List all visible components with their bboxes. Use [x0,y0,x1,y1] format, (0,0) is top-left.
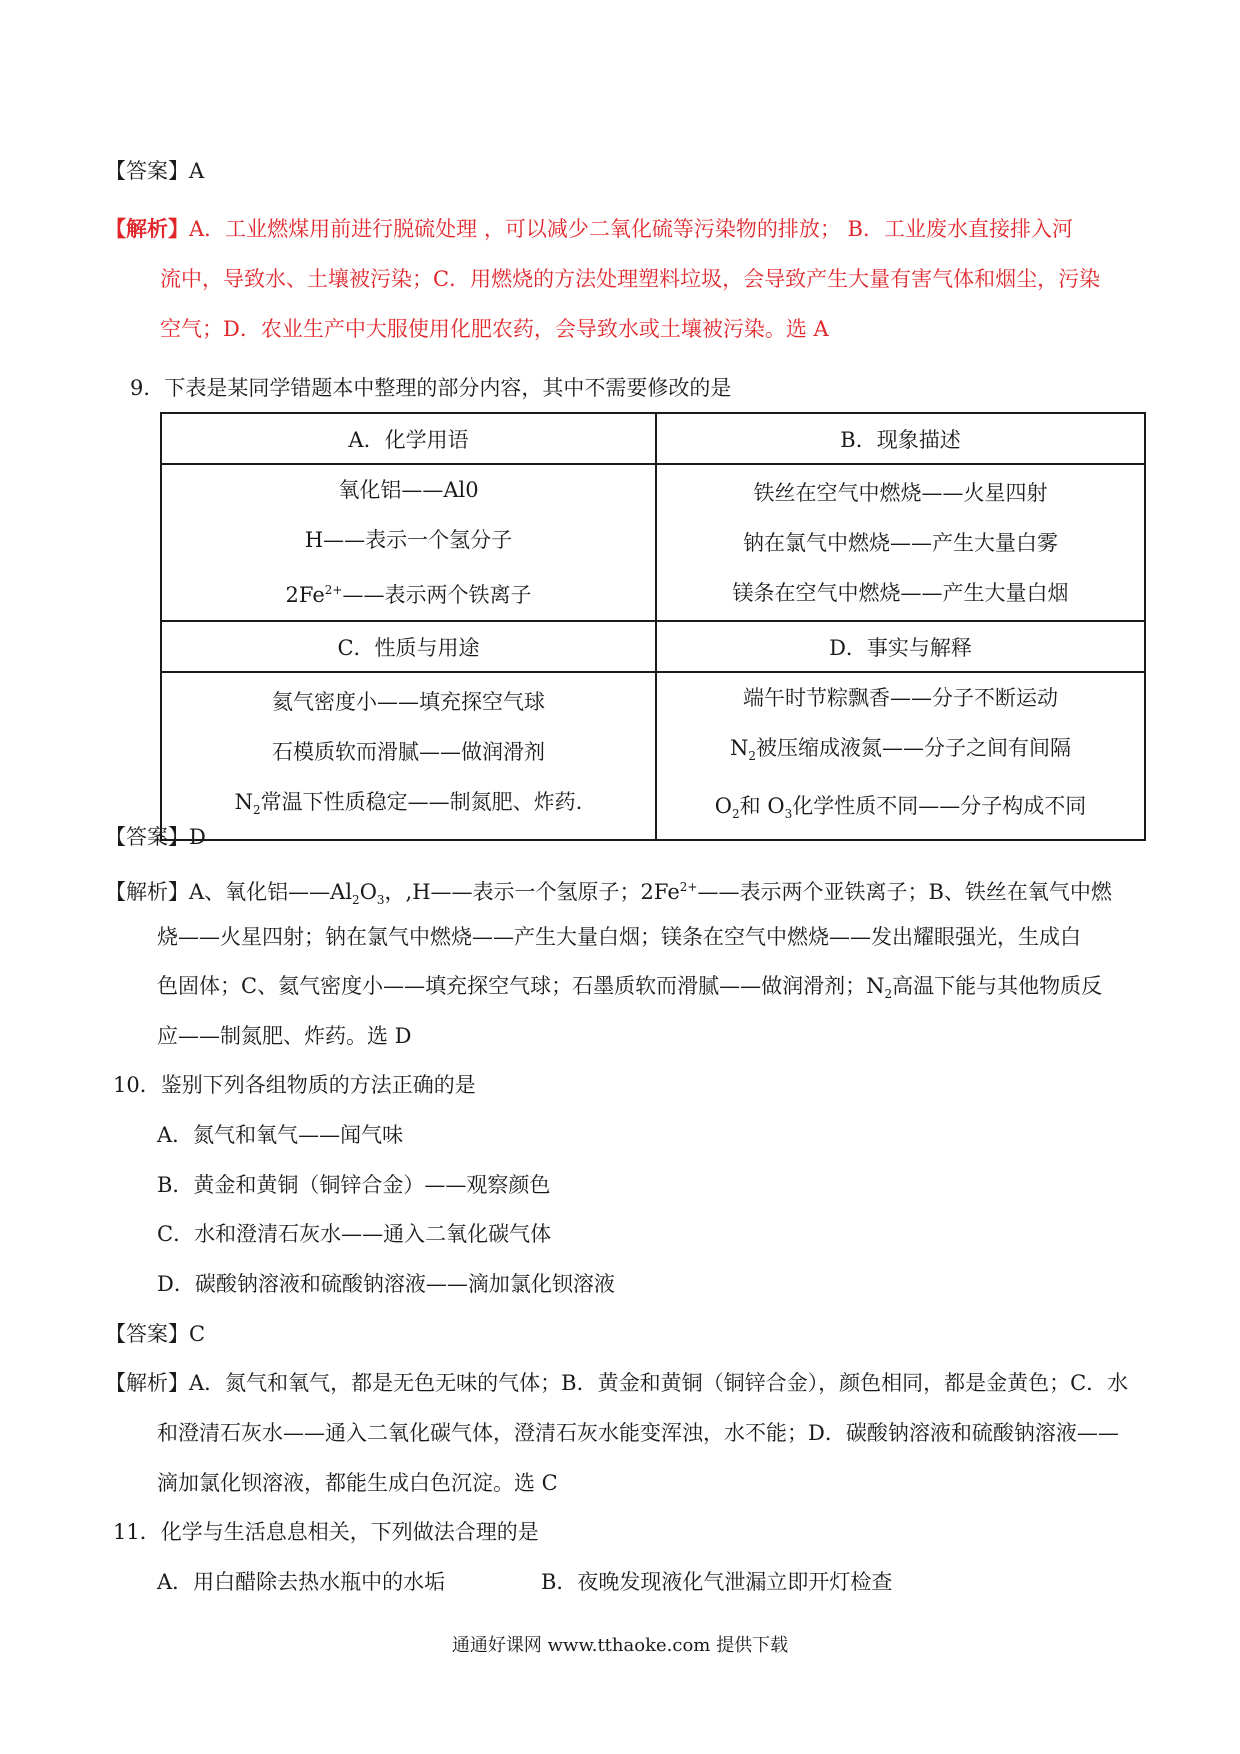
q11-question: 11．化学与生活息息相关，下列做法合理的是 [113,1520,539,1544]
q9-c-line3 [162,777,655,835]
q10-analysis-line3: 滴加氯化钡溶液，都能生成白色沉淀。选 C [157,1471,558,1495]
q9-analysis-line4: 应——制氮肥、炸药。选 D [157,1024,412,1048]
q9-d-line3-o2: O [714,794,733,819]
q11-option-a: A．用白醋除去热水瓶中的水垢 [157,1570,446,1594]
q9-cell-b-body [656,464,1145,621]
q9-a-line3-text: ——表示两个铁离子 [342,583,532,607]
q9-a-line2: H——表示一个氢分子 [304,528,513,552]
q8-analysis-lead: 【解析】 [105,216,189,241]
q9-analysis-l1a: 【解析】A、氧化铝——Al [105,880,353,904]
q9-b-line3: 镁条在空气中燃烧——产生大量白烟 [732,580,1069,605]
q9-analysis-l1-sup: 2+ [679,880,698,894]
q9-c-line1: 氦气密度小——填充探空气球 [272,690,545,715]
q9-analysis-l3a: 色固体；C、氦气密度小——填充探空气球；石墨质软而滑腻——做润滑剂；N [157,974,885,998]
q9-c-line2: 石模质软而滑腻——做润滑剂 [272,740,545,765]
q9-d-line3 [657,781,1144,839]
q9-cell-d-head: D．事实与解释 [656,621,1145,672]
q8-analysis-line2: 流中，导致水、土壤被污染；C．用燃烧的方法处理塑料垃圾，会导致产生大量有害气体和烟尘，污染 [160,267,1101,291]
q9-analysis-line1 [105,872,1112,915]
q9-analysis-l3-sub: 2 [884,987,893,1002]
q9-d-line2-text: 被压缩成液氮——分子之间有间隔 [756,736,1071,760]
q10-answer: 【答案】C [105,1322,206,1346]
q9-analysis-line2: 烧——火星四射；钠在氯气中燃烧——产生大量白烟；镁条在空气中燃烧——发出耀眼强光，生成白 [157,925,1081,949]
q9-c-line3-sub: 2 [253,803,261,818]
q9-d-line3-text: 化学性质不同——分子构成不同 [792,794,1087,819]
q9-c-line3-formula: N [234,790,254,815]
q9-question: 9．下表是某同学错题本中整理的部分内容，其中不需要修改的是 [130,376,732,400]
q9-cell-b-head: B．现象描述 [656,413,1145,464]
page-footer: 通通好课网 www.tthaoke.com 提供下载 [451,1635,789,1656]
q9-cell-c-head: C．性质与用途 [161,621,656,672]
q9-analysis-l3b: 高温下能与其他物质反 [892,974,1103,998]
q8-analysis-line1 [105,214,1073,244]
q9-answer: 【答案】D [105,825,206,849]
q9-analysis-line3 [157,971,1102,1009]
q9-d-line3-mid: 和 O [739,794,785,819]
q9-a-line1: 氧化铝——Al0 [338,478,479,502]
q9-analysis-l1-sub2: 3 [376,893,385,908]
q10-option-d: D．碳酸钠溶液和硫酸钠溶液——滴加氯化钡溶液 [157,1272,615,1296]
q9-a-line3 [162,565,655,620]
q11-option-b: B．夜晚发现液化气泄漏立即开灯检查 [541,1570,893,1594]
q10-option-b: B．黄金和黄铜（铜锌合金）——观察颜色 [157,1173,551,1197]
q10-analysis-line1: 【解析】A．氮气和氧气，都是无色无味的气体；B．黄金和黄铜（铜锌合金），颜色相同，都是金黄色；C．水 [105,1371,1129,1395]
q9-d-line2 [657,723,1144,781]
q10-question: 10．鉴别下列各组物质的方法正确的是 [113,1073,476,1097]
q10-option-c: C．水和澄清石灰水——通入二氧化碳气体 [157,1222,552,1246]
q9-a-line3-charge: 2+ [324,583,343,597]
q9-d-line1: 端午时节粽飘香——分子不断运动 [743,686,1058,710]
q8-answer: 【答案】A [105,159,205,183]
q9-table [160,412,1146,841]
q9-analysis-l1d: ——表示两个亚铁离子；B、铁丝在氧气中燃 [697,880,1112,904]
q10-analysis-line2: 和澄清石灰水——通入二氧化碳气体，澄清石灰水能变浑浊，水不能；D．碳酸钠溶液和硫酸钠溶液—— [157,1421,1119,1445]
q9-cell-d-body [656,672,1145,840]
q9-cell-a-body [161,464,656,621]
q9-b-line1: 铁丝在空气中燃烧——火星四射 [753,480,1048,505]
q8-analysis-line3: 空气；D．农业生产中大服使用化肥农药，会导致水或土壤被污染。选 A [160,317,829,341]
q10-option-a: A．氮气和氧气——闻气味 [157,1123,404,1147]
q9-d-line2-formula: N [729,736,749,760]
q9-d-line3-sub3: 3 [784,807,793,822]
q9-cell-a-head: A．化学用语 [161,413,656,464]
q9-analysis-l1-sub1: 2 [352,893,360,908]
q9-d-line3-sub2: 2 [732,807,740,822]
q9-c-line3-text: 常温下性质稳定——制氮肥、炸药. [260,790,583,815]
q9-d-line2-sub: 2 [748,749,756,764]
q9-b-line2: 钠在氯气中燃烧——产生大量白雾 [743,530,1058,555]
q9-cell-c-body [161,672,656,840]
q9-a-line3-ion: 2Fe [285,583,325,607]
q9-analysis-l1b: O [359,880,377,904]
q8-analysis-text1: A．工业燃煤用前进行脱硫处理 ，可以减少二氧化硫等污染物的排放； B．工业废水直接排入河 [189,217,1073,241]
q9-analysis-l1c: ，,H——表示一个氢原子；2Fe [384,880,680,904]
